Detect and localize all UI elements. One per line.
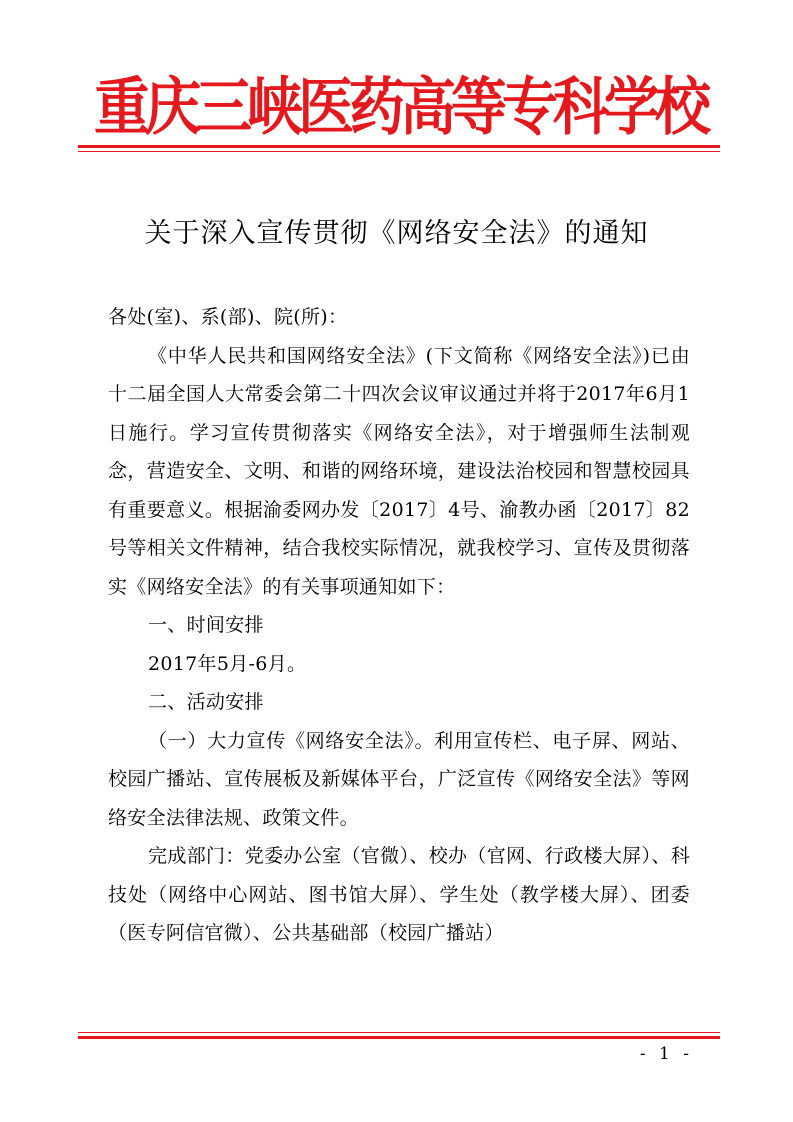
header-rule-thick xyxy=(78,145,720,148)
document-body xyxy=(108,298,690,953)
footer-rule-thin xyxy=(78,1032,720,1033)
body-paragraph-promotion: （一）大力宣传《网络安全法》。利用宣传栏、电子屏、网站、校园广播站、宣传展板及新媒体平台，广泛宣传《网络安全法》等网络安全法律法规、政策文件。 xyxy=(108,729,690,829)
page-number: - 1 - xyxy=(639,1044,693,1064)
footer-rule-thick xyxy=(78,1036,720,1039)
school-name-header: 重庆三峡医药高等专科学校 xyxy=(94,70,706,145)
section-heading-schedule: 一、时间安排 xyxy=(148,614,264,636)
body-paragraph-departments: 完成部门：党委办公室（官微）、校办（官网、行政楼大屏）、科技处（网络中心网站、图书馆大屏）、学生处（教学楼大屏）、团委（医专阿信官微）、公共基础部（校园广播站） xyxy=(108,845,690,944)
body-paragraph-schedule: 2017年5月-6月。 xyxy=(148,652,307,675)
header-rule-thin xyxy=(78,151,720,152)
body-paragraph-intro: 《中华人民共和国网络安全法》(下文简称《网络安全法》)已由十二届全国人大常委会第二十四次会议审议通过并将于2017年6月1日施行。学习宣传贯彻落实《网络安全法》，对于增强师生法制观念，营造安全、文明、和谐的网络环境，建设法治校园和智慧校园具有重要意义。根据渝委网办发〔2017〕4号、渝教办函〔2017〕82号等相关文件精神，结合我校实际情况，就我校学习、宣传及贯彻落实《网络安全法》的有关事项通知如下： xyxy=(108,344,690,598)
salutation: 各处(室)、系(部)、院(所)： xyxy=(108,306,348,328)
document-title: 关于深入宣传贯彻《网络安全法》的通知 xyxy=(144,218,649,249)
section-heading-activities: 二、活动安排 xyxy=(148,691,264,713)
